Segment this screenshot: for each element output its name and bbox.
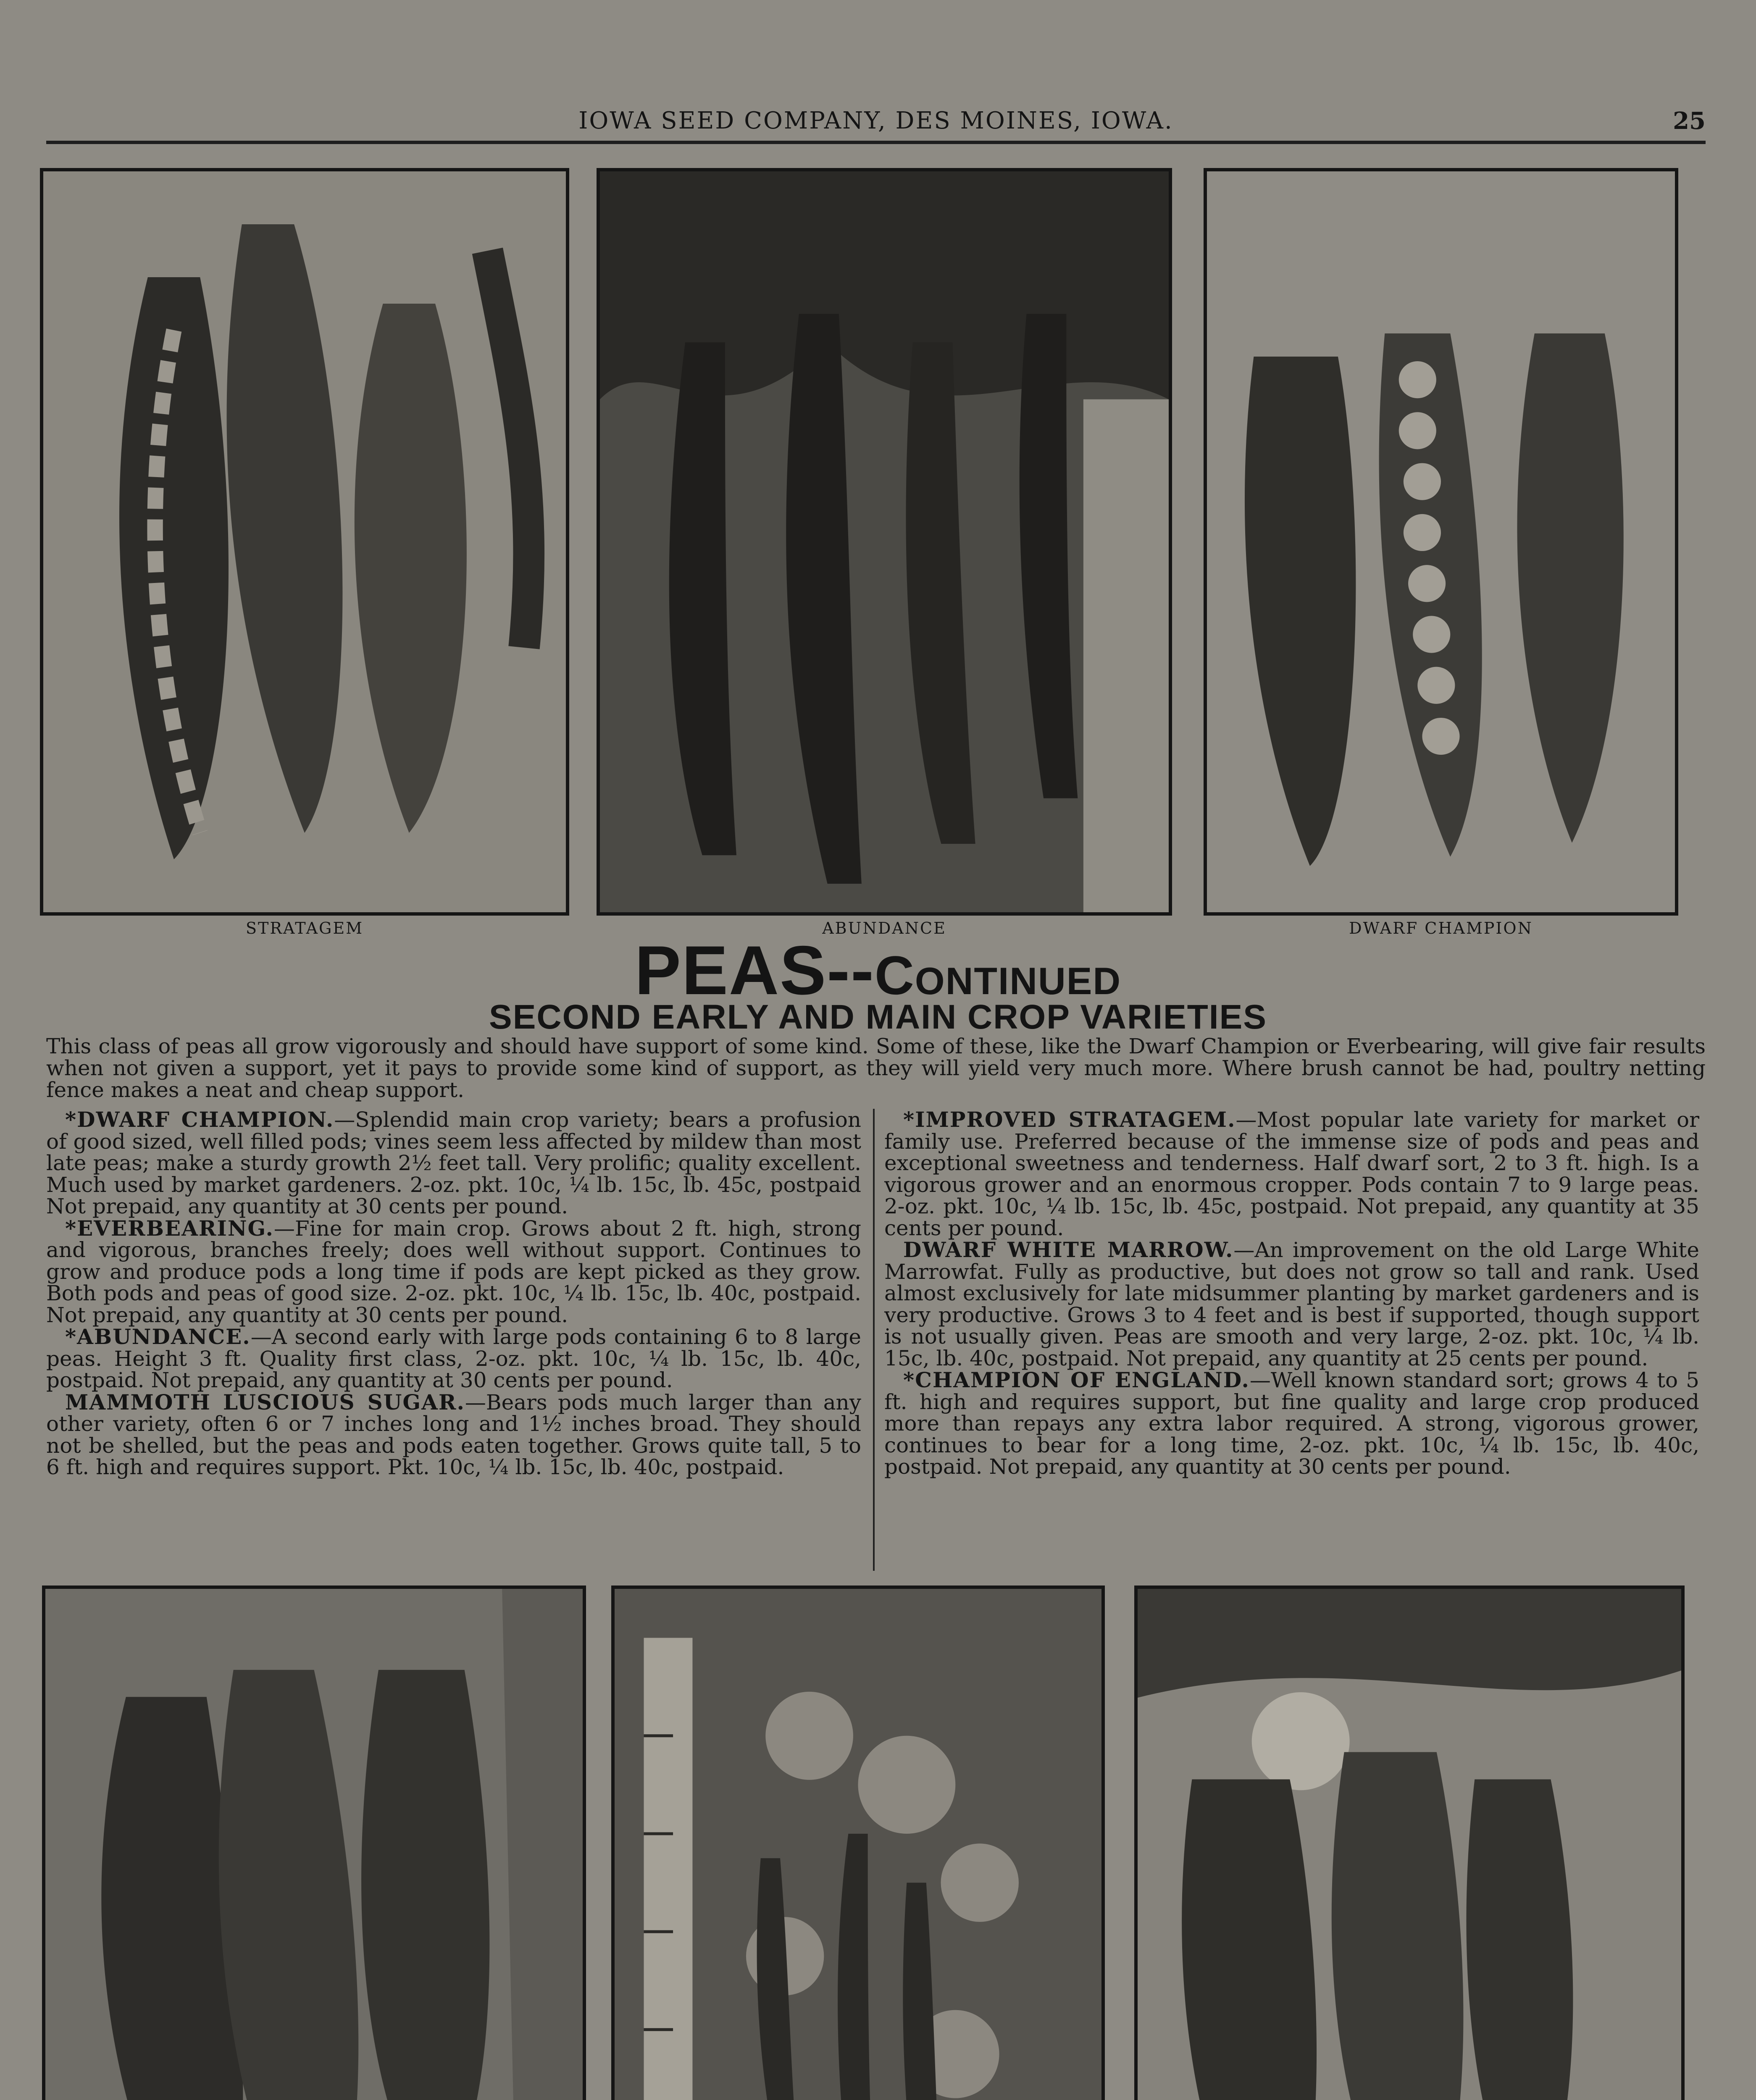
variety-name: *IMPROVED STRATAGEM. — [903, 1107, 1236, 1132]
variety-name: *EVERBEARING. — [65, 1215, 274, 1241]
title-main: PEAS-- — [634, 932, 875, 1009]
right-column — [884, 1109, 1699, 1478]
variety-name: *DWARF CHAMPION. — [65, 1107, 334, 1132]
variety-name: *CHAMPION OF ENGLAND. — [903, 1368, 1250, 1392]
title-continued: Continued — [875, 945, 1122, 1006]
photo-abundance — [597, 168, 1172, 916]
variety-description: —Bears pods much larger than any other variety, often 6 or 7 inches long and 1½ inches broad. They should not be shelled, but the peas and pods eaten together. Grows quite tall, 5 to 6 ft. high and requires support. Pkt. 10c, ¼ lb. 15c, lb. 40c, postpaid. — [46, 1390, 862, 1479]
variety-name: DWARF WHITE MARROW. — [903, 1237, 1234, 1262]
variety-description: —Well known standard sort; grows 4 to 5 ft. high and requires support, but fine quality and large crop produced more than repays any extra labor required. A strong, vigorous grower, continues to bear for a long time, 2-oz. pkt. 10c, ¼ lb. 15c, lb. 40c, postpaid. Not prepaid, any quantity at 30 cents per pound. — [884, 1368, 1699, 1479]
variety-name: MAMMOTH LUSCIOUS SUGAR. — [65, 1389, 465, 1415]
header-title: IOWA SEED COMPANY, DES MOINES, IOWA. — [578, 107, 1173, 134]
variety-description: —Most popular late variety for market or family use. Preferred because of the immense size of pods and peas and exceptional sweetness and tenderness. Half dwarf sort, 2 to 3 ft. high. Is a vigorous grower and an enormous cropper. Pods contain 7 to 9 large peas. 2-oz. pkt. 10c, ¼ lb. 15c, lb. 45c, postpaid. Not prepaid, any quantity at 35 cents per pound. — [884, 1108, 1700, 1240]
page-header — [46, 107, 1706, 145]
caption-stratagem: STRATAGEM — [245, 919, 364, 937]
variety-description: —An improvement on the old Large White Marrowfat. Fully as productive, but does not grow so tall and rank. Used almost exclusively for late midsummer planting by market gardeners and is very productive. Grows 3 to 4 feet and is best if supported, though support is not usually given. Peas are smooth and very large, 2-oz. pkt. 10c, ¼ lb. 15c, lb. 40c, postpaid. Not prepaid, any quantity at 25 cents per pound. — [884, 1238, 1699, 1370]
photo-stratagem — [40, 168, 569, 916]
variety-description: —Splendid main crop variety; bears a profusion of good sized, well filled pods; vines seem less affected by mildew than most late peas; make a sturdy growth 2½ feet tall. Very prolific; quality excellent. Much used by market gardeners. 2-oz. pkt. 10c, ¼ lb. 15c, lb. 45c, postpaid Not prepaid, any quantity at 30 cents per pound. — [46, 1108, 862, 1218]
variety-name: *ABUNDANCE. — [65, 1324, 251, 1349]
photo-everbearing — [611, 1586, 1105, 2100]
variety-description: —Fine for main crop. Grows about 2 ft. high, strong and vigorous, branches freely; does well without support. Continues to grow and produce pods a long time if pods are kept picked as they grow. Both pods and peas of good size. 2-oz. pkt. 10c, ¼ lb. 15c, lb. 40c, postpaid. Not prepaid, any quantity at 30 cents per pound. — [46, 1216, 861, 1327]
variety-entry — [46, 1109, 861, 1218]
variety-entry — [884, 1109, 1699, 1239]
photo-dwarf-champion — [1204, 168, 1678, 916]
variety-description: —A second early with large pods containing 6 to 8 large peas. Height 3 ft. Quality first class, 2-oz. pkt. 10c, ¼ lb. 15c, lb. 40c, postpaid. Not prepaid, any quantity at 30 cents per pound. — [46, 1325, 861, 1392]
variety-entry — [884, 1369, 1699, 1478]
section-subtitle: SECOND EARLY AND MAIN CROP VARIETIES — [489, 998, 1267, 1036]
variety-entry — [46, 1391, 861, 1478]
caption-abundance: ABUNDANCE — [822, 919, 946, 937]
caption-dwarf-champion: DWARF CHAMPION — [1349, 919, 1533, 937]
photo-dwarf-white-marrow — [1134, 1586, 1685, 2100]
photo-champion-of-england — [42, 1586, 586, 2100]
variety-entry — [884, 1239, 1699, 1369]
left-column — [46, 1109, 861, 1478]
intro-paragraph: This class of peas all grow vigorously and should have support of some kind. Some of these, like the Dwarf Champion or Everbearing, will give fair results when not given a support, yet it pays to provide some kind of support, as they will yield very much more. Where brush cannot be had, poultry netting fence makes a neat and cheap support. — [46, 1034, 1706, 1102]
page-number: 25 — [1673, 107, 1706, 135]
column-divider — [873, 1109, 875, 1571]
header-rule — [46, 141, 1706, 144]
variety-entry — [46, 1326, 861, 1391]
variety-entry — [46, 1215, 861, 1327]
